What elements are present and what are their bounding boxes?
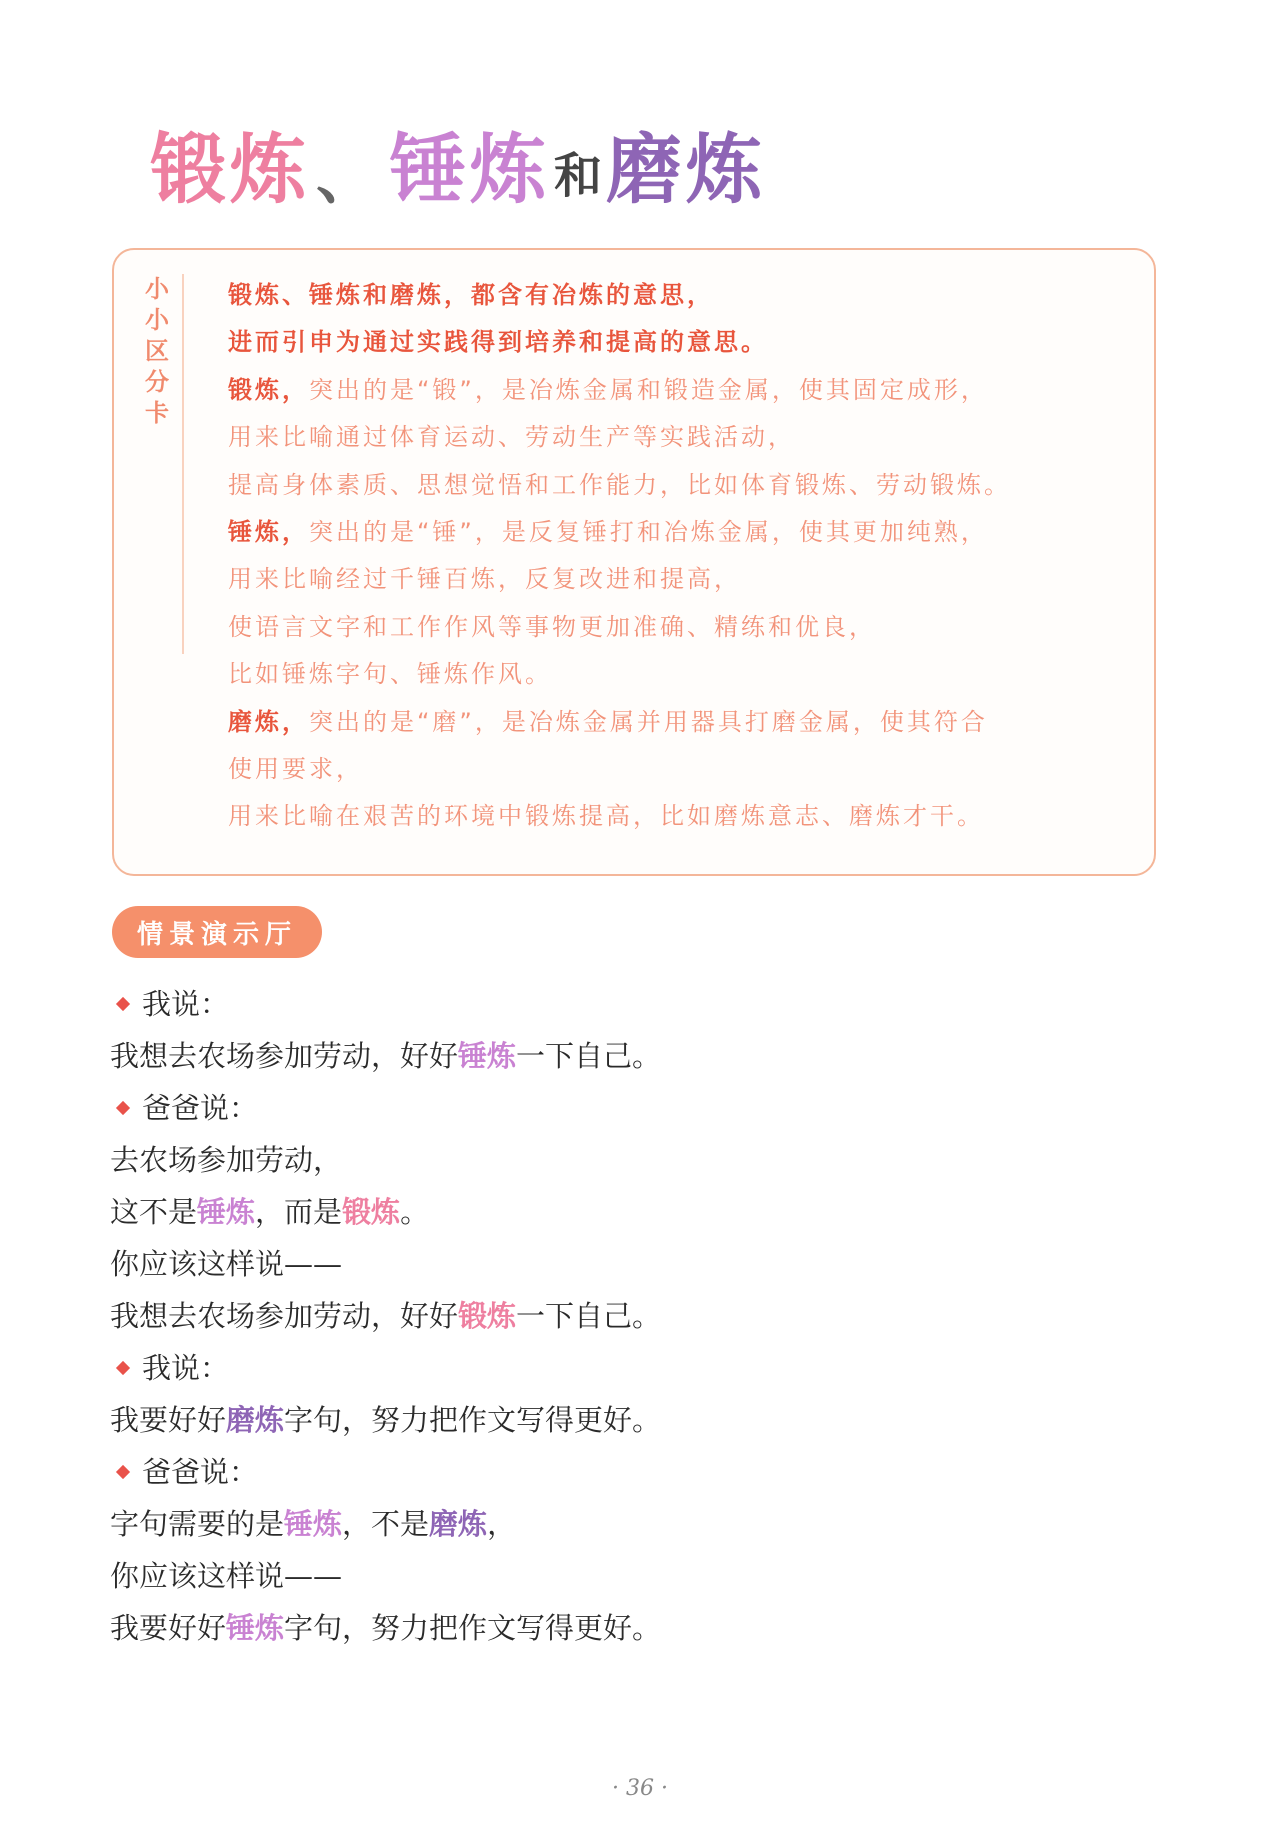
card-line <box>228 509 1136 556</box>
speaker-line <box>110 1446 1010 1498</box>
speaker-line <box>110 978 1010 1030</box>
side-label-char: 分 <box>145 368 169 396</box>
dialog-text: 一下自己。 <box>516 1039 662 1073</box>
card-line: 用来比喻在艰苦的环境中锻炼提高，比如磨炼意志、磨炼才干。 <box>228 802 984 831</box>
card-line: 比如锤炼字句、锤炼作风。 <box>228 660 552 689</box>
side-label-char: 卡 <box>145 399 169 427</box>
diamond-bullet-icon <box>116 1465 130 1479</box>
dialog-line <box>110 1030 1010 1082</box>
highlight-duanlian: 锻炼 <box>342 1195 401 1229</box>
card-term-chuilian: 锤炼， <box>228 517 309 546</box>
dialog-text: 。 <box>400 1195 430 1229</box>
title-word-chuilian: 锤炼 <box>390 125 550 214</box>
distinction-card <box>112 248 1156 876</box>
dialog-text: 这不是 <box>110 1195 198 1229</box>
dialog-line: 你应该这样说—— <box>110 1247 343 1281</box>
highlight-chuilian: 锤炼 <box>458 1039 517 1073</box>
side-label-char: 区 <box>145 337 169 365</box>
dialog-text: ， <box>487 1507 517 1541</box>
dialog-line: 你应该这样说—— <box>110 1559 343 1593</box>
dialog-line <box>110 1602 1010 1654</box>
card-line: 锻炼、锤炼和磨炼，都含有冶炼的意思， <box>228 281 714 309</box>
dialog-line <box>110 1290 1010 1342</box>
dialog-text: 字句需要的是 <box>110 1507 285 1541</box>
card-line-text: 突出的是“锤”，是反复锤打和冶炼金属，使其更加纯熟， <box>309 517 988 546</box>
card-term-duanlian: 锻炼， <box>228 375 309 404</box>
dialog-text: ，而是 <box>255 1195 343 1229</box>
card-term-molian: 磨炼， <box>228 707 309 736</box>
card-side-label <box>142 274 172 429</box>
dialog-text: 字句，努力把作文写得更好。 <box>284 1611 662 1645</box>
speaker-label: 我说： <box>142 1351 230 1385</box>
dialog-text: 我要好好 <box>110 1403 227 1437</box>
dialog-section <box>110 978 1010 1654</box>
diamond-bullet-icon <box>116 997 130 1011</box>
card-divider <box>182 274 184 654</box>
dialog-text: 我想去农场参加劳动，好好 <box>110 1299 459 1333</box>
page-title <box>150 108 767 214</box>
side-label-char: 小 <box>145 275 169 303</box>
dialog-text: 字句，努力把作文写得更好。 <box>284 1403 662 1437</box>
highlight-duanlian: 锻炼 <box>458 1299 517 1333</box>
card-line <box>228 699 1136 746</box>
card-line: 提高身体素质、思想觉悟和工作能力，比如体育锻炼、劳动锻炼。 <box>228 470 1011 499</box>
speaker-label: 我说： <box>142 987 230 1021</box>
dialog-text: 我要好好 <box>110 1611 227 1645</box>
card-line: 进而引申为通过实践得到培养和提高的意思。 <box>228 328 768 357</box>
speaker-label: 爸爸说： <box>142 1091 259 1125</box>
diamond-bullet-icon <box>116 1101 130 1115</box>
highlight-molian: 磨炼 <box>226 1403 285 1437</box>
highlight-chuilian: 锤炼 <box>284 1507 343 1541</box>
highlight-molian: 磨炼 <box>429 1507 488 1541</box>
dialog-text: 一下自己。 <box>516 1299 662 1333</box>
dialog-text: ，不是 <box>342 1507 430 1541</box>
title-separator: 、 <box>316 143 376 213</box>
speaker-line <box>110 1342 1010 1394</box>
card-line <box>228 367 1136 414</box>
card-line: 使用要求， <box>228 754 363 783</box>
scene-tag: 情景演示厅 <box>112 906 322 958</box>
dialog-text: 我想去农场参加劳动，好好 <box>110 1039 459 1073</box>
speaker-label: 爸爸说： <box>142 1455 259 1489</box>
side-label-char: 小 <box>145 306 169 334</box>
highlight-chuilian: 锤炼 <box>197 1195 256 1229</box>
diamond-bullet-icon <box>116 1361 130 1375</box>
speaker-line <box>110 1082 1010 1134</box>
card-line: 用来比喻经过千锤百炼，反复改进和提高， <box>228 565 741 594</box>
title-conjunction: 和 <box>554 148 603 204</box>
title-word-duanlian: 锻炼 <box>150 125 310 214</box>
card-line-text: 突出的是“磨”，是冶炼金属并用器具打磨金属，使其符合 <box>309 707 988 736</box>
page-number: · 36 · <box>612 1776 668 1801</box>
highlight-chuilian: 锤炼 <box>226 1611 285 1645</box>
dialog-line: 去农场参加劳动， <box>110 1143 343 1177</box>
card-body <box>228 272 1136 841</box>
card-line: 用来比喻通过体育运动、劳动生产等实践活动， <box>228 423 795 452</box>
dialog-line <box>110 1394 1010 1446</box>
card-line: 使语言文字和工作作风等事物更加准确、精练和优良， <box>228 612 876 641</box>
card-line-text: 突出的是“锻”，是冶炼金属和锻造金属，使其固定成形， <box>309 375 988 404</box>
title-word-molian: 磨炼 <box>606 125 767 214</box>
dialog-line <box>110 1186 1010 1238</box>
dialog-line <box>110 1498 1010 1550</box>
